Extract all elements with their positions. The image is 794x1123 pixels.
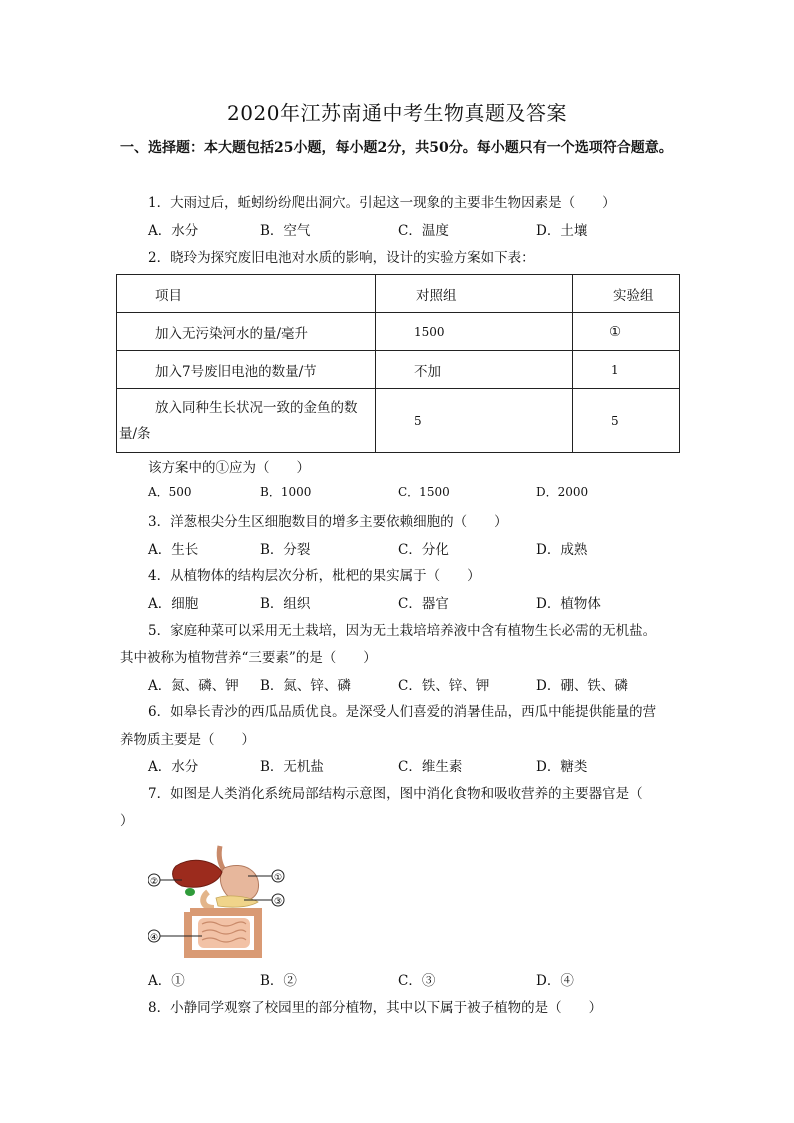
table-cell: 5: [376, 389, 573, 453]
option-c: C．温度: [398, 223, 449, 239]
option-a: A．细胞: [148, 596, 199, 612]
option-b: B．1000: [260, 485, 312, 499]
question-2-options: [148, 483, 688, 503]
option-d: D．成熟: [536, 542, 588, 558]
option-a: A．水分: [148, 759, 199, 775]
figure-label-1: ①: [273, 873, 283, 883]
question-5-options: [148, 674, 688, 694]
page-title: 2020年江苏南通中考生物真题及答案: [227, 101, 567, 125]
option-b: B．组织: [260, 596, 311, 612]
table-cell: 加入7号废旧电池的数量/节: [117, 351, 376, 389]
option-a: A．氮、磷、钾: [148, 678, 239, 694]
question-7-line-1: 7．如图是人类消化系统局部结构示意图，图中消化食物和吸收营养的主要器官是（: [148, 786, 643, 802]
option-c: C．铁、锌、钾: [398, 678, 490, 694]
figure-label-4: ④: [149, 933, 159, 943]
option-d: D．④: [536, 973, 574, 989]
digestive-system-illustration: [148, 842, 288, 962]
question-7-options: [148, 969, 688, 989]
question-6-line-1: 6．如皋长青沙的西瓜品质优良。是深受人们喜爱的消暑佳品，西瓜中能提供能量的营: [148, 704, 657, 720]
experiment-table: [116, 274, 680, 453]
question-1-options: [148, 219, 688, 239]
option-b: B．②: [260, 973, 297, 989]
table-cell: 加入无污染河水的量/毫升: [117, 313, 376, 351]
table-row: [117, 389, 680, 453]
table-cell: ①: [573, 313, 680, 351]
table-header: 实验组: [573, 275, 680, 313]
question-6-line-2: 养物质主要是（ ）: [120, 732, 255, 748]
table-cell: 5: [573, 389, 680, 453]
figure-label-2: ②: [149, 877, 159, 887]
question-2-prompt: 该方案中的①应为（ ）: [148, 460, 310, 476]
option-c: C．③: [398, 973, 436, 989]
question-7-line-2: ）: [120, 813, 134, 829]
table-cell: 放入同种生长状况一致的金鱼的数量/条: [117, 389, 376, 453]
option-c: C．1500: [398, 485, 450, 499]
option-c: C．分化: [398, 542, 449, 558]
option-a: A．500: [148, 485, 192, 499]
table-header: 项目: [117, 275, 376, 313]
option-d: D．2000: [536, 485, 589, 499]
question-6-options: [148, 755, 688, 775]
question-4: 4．从植物体的结构层次分析，枇杷的果实属于（ ）: [148, 568, 481, 584]
table-cell: 1500: [376, 313, 573, 351]
question-2: 2．晓玲为探究废旧电池对水质的影响，设计的实验方案如下表：: [148, 250, 535, 266]
table-header-row: [117, 275, 680, 313]
option-d: D．土壤: [536, 223, 588, 239]
figure-label-3: ③: [273, 897, 283, 907]
question-1: 1．大雨过后，蚯蚓纷纷爬出洞穴。引起这一现象的主要非生物因素是（ ）: [148, 195, 616, 211]
table-cell: 不加: [376, 351, 573, 389]
table-header: 对照组: [376, 275, 573, 313]
question-5-line-1: 5．家庭种菜可以采用无土栽培，因为无土栽培培养液中含有植物生长必需的无机盐。: [148, 623, 657, 639]
question-3-options: [148, 538, 688, 558]
table-cell: 1: [573, 351, 680, 389]
option-a: A．生长: [148, 542, 199, 558]
option-c: C．维生素: [398, 759, 463, 775]
option-b: B．分裂: [260, 542, 311, 558]
section-heading: 一、选择题：本大题包括25小题，每小题2分，共50分。每小题只有一个选项符合题意。: [120, 140, 673, 156]
option-d: D．硼、铁、磷: [536, 678, 628, 694]
option-b: B．无机盐: [260, 759, 324, 775]
digestive-system-figure: [148, 842, 288, 962]
option-d: D．糖类: [536, 759, 588, 775]
option-b: B．氮、锌、磷: [260, 678, 351, 694]
question-4-options: [148, 592, 688, 612]
option-c: C．器官: [398, 596, 449, 612]
table-row: [117, 351, 680, 389]
option-d: D．植物体: [536, 596, 601, 612]
question-8: 8．小静同学观察了校园里的部分植物，其中以下属于被子植物的是（ ）: [148, 1000, 603, 1016]
option-a: A．①: [148, 973, 185, 989]
question-3: 3．洋葱根尖分生区细胞数目的增多主要依赖细胞的（ ）: [148, 514, 508, 530]
option-b: B．空气: [260, 223, 311, 239]
question-5-line-2: 其中被称为植物营养“三要素”的是（ ）: [120, 650, 377, 666]
option-a: A．水分: [148, 223, 199, 239]
table-row: [117, 313, 680, 351]
